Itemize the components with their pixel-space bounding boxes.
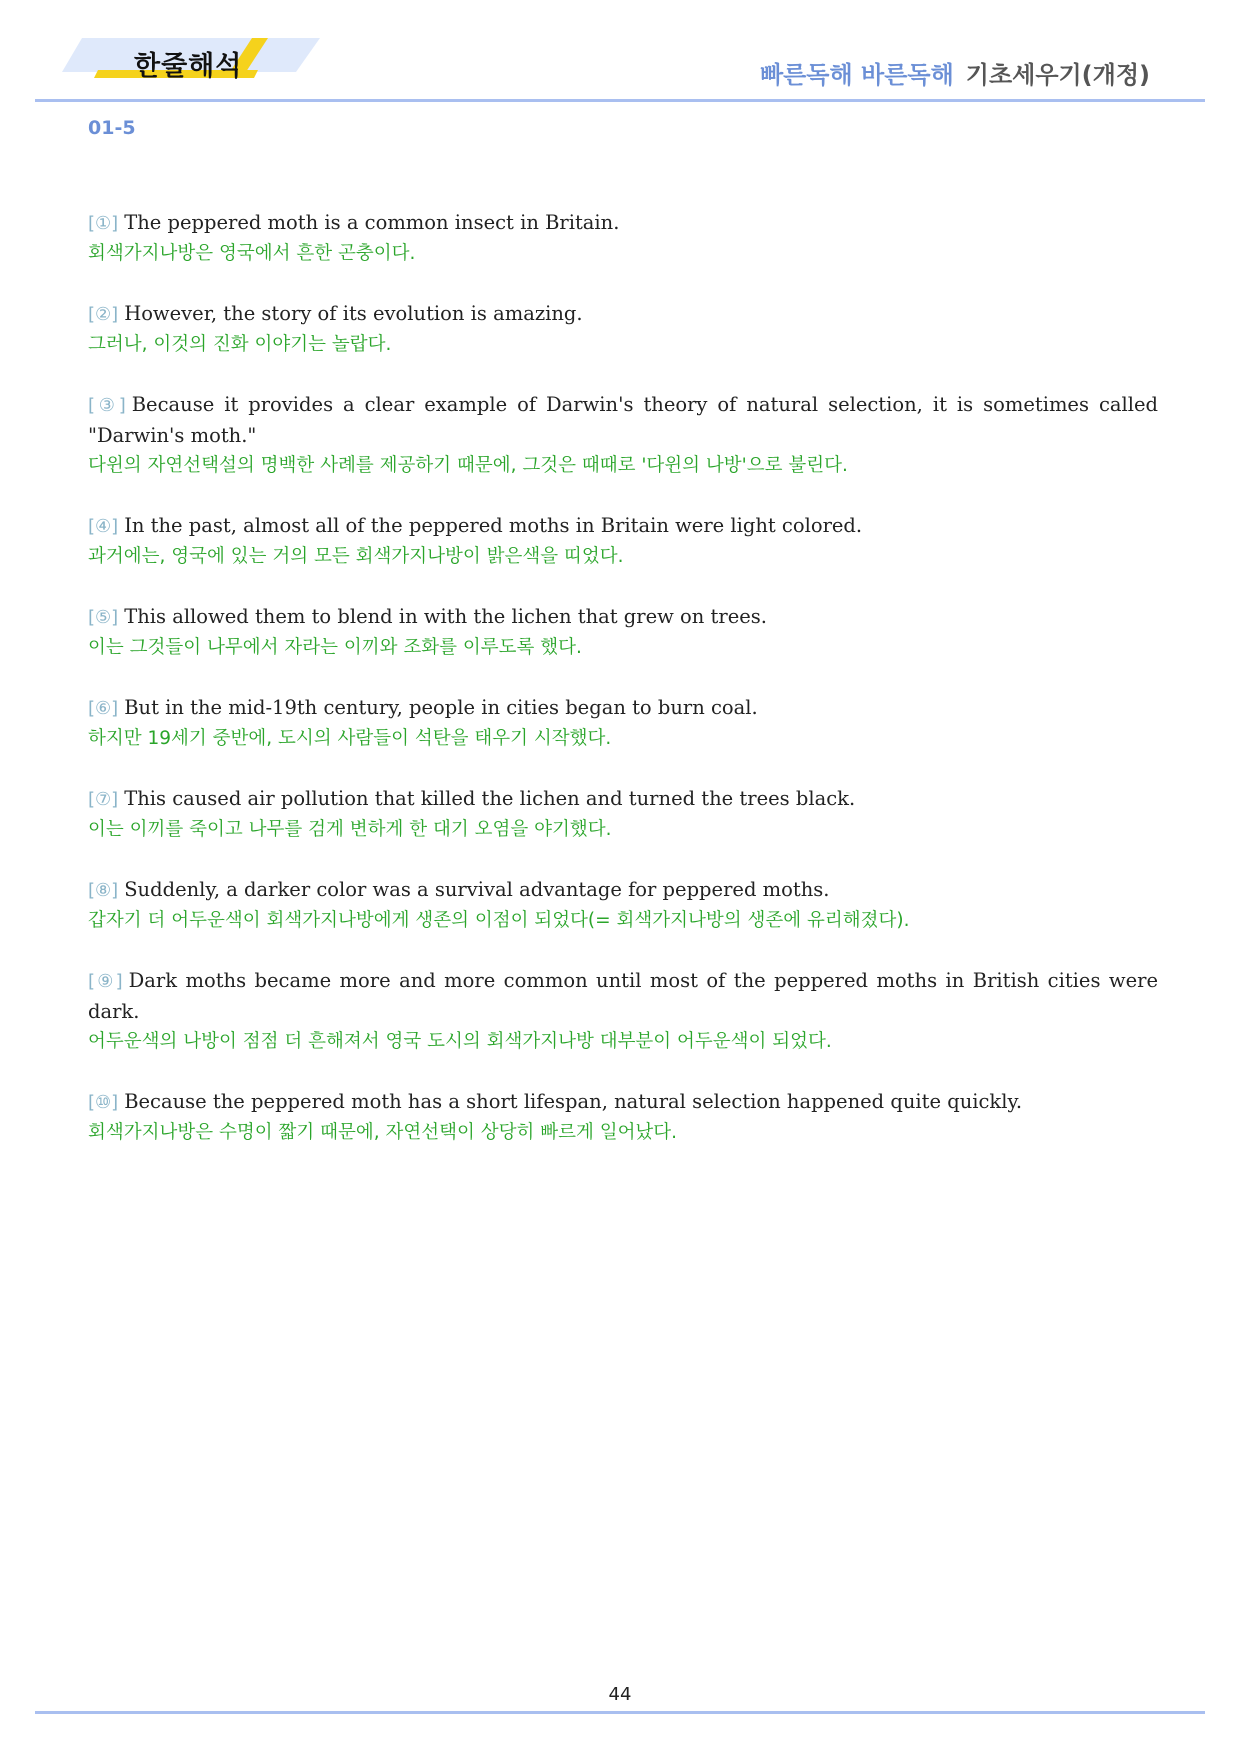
book-title-sub: 기초세우기(개정) xyxy=(965,61,1150,89)
sentence-number: [⑦] xyxy=(88,789,119,810)
english-text: Dark moths became more and more common until most of the peppered moths in British cities were dark. xyxy=(88,969,1158,1023)
korean-translation: 다윈의 자연선택설의 명백한 사례를 제공하기 때문에, 그것은 때때로 '다윈의 나방'으로 불린다. xyxy=(88,455,848,476)
sentence-pair xyxy=(88,602,1158,663)
english-sentence xyxy=(88,390,1158,451)
sentence-number: [⑩] xyxy=(88,1092,119,1113)
english-sentence xyxy=(88,693,1158,724)
korean-translation: 하지만 19세기 중반에, 도시의 사람들이 석탄을 태우기 시작했다. xyxy=(88,728,612,749)
korean-translation: 회색가지나방은 영국에서 흔한 곤충이다. xyxy=(88,243,416,264)
sentence-number: [②] xyxy=(88,304,119,325)
english-text: The peppered moth is a common insect in Britain. xyxy=(124,211,620,234)
sentence-pair xyxy=(88,966,1158,1057)
english-text: Because it provides a clear example of Darwin's theory of natural selection, it is sometimes called "Darwin's moth." xyxy=(88,393,1158,447)
sentence-number: [⑨] xyxy=(88,971,123,992)
book-title-main: 빠른독해 바른독해 xyxy=(759,61,954,89)
english-sentence xyxy=(88,299,1158,330)
sentence-pair xyxy=(88,390,1158,481)
english-sentence xyxy=(88,208,1158,239)
korean-translation: 갑자기 더 어두운색이 회색가지나방에게 생존의 이점이 되었다(= 회색가지나방의 생존에 유리해졌다). xyxy=(88,910,910,931)
english-text: This allowed them to blend in with the lichen that grew on trees. xyxy=(124,605,767,628)
sentence-pair xyxy=(88,693,1158,754)
english-text: However, the story of its evolution is amazing. xyxy=(124,302,583,325)
english-sentence xyxy=(88,602,1158,633)
sentence-pair xyxy=(88,299,1158,360)
sentence-number: [⑧] xyxy=(88,880,119,901)
english-sentence xyxy=(88,511,1158,542)
sentence-pair xyxy=(88,208,1158,269)
sentence-pair xyxy=(88,784,1158,845)
sentence-number: [⑥] xyxy=(88,698,119,719)
sentence-number: [④] xyxy=(88,516,119,537)
page-number: 44 xyxy=(608,1684,632,1705)
korean-translation: 이는 이끼를 죽이고 나무를 검게 변하게 한 대기 오염을 야기했다. xyxy=(88,819,612,840)
sentence-pair xyxy=(88,511,1158,572)
sentence-number: [⑤] xyxy=(88,607,119,628)
korean-translation: 과거에는, 영국에 있는 거의 모든 회색가지나방이 밝은색을 띠었다. xyxy=(88,546,624,567)
header-divider xyxy=(35,99,1205,102)
section-id: 01-5 xyxy=(88,117,136,139)
english-text: Because the peppered moth has a short lifespan, natural selection happened quite quickly. xyxy=(124,1090,1023,1113)
sentence-pair xyxy=(88,875,1158,936)
badge-label: 한줄해석 xyxy=(134,51,243,82)
english-text: In the past, almost all of the peppered moths in Britain were light colored. xyxy=(124,514,863,537)
sentence-list xyxy=(88,208,1158,1178)
sentence-pair xyxy=(88,1087,1158,1148)
english-text: Suddenly, a darker color was a survival advantage for peppered moths. xyxy=(124,878,830,901)
english-sentence xyxy=(88,966,1158,1027)
sentence-number: [①] xyxy=(88,213,119,234)
korean-translation: 어두운색의 나방이 점점 더 흔해져서 영국 도시의 회색가지나방 대부분이 어두운색이 되었다. xyxy=(88,1031,832,1052)
sentence-number: [③] xyxy=(88,395,126,416)
english-text: This caused air pollution that killed the lichen and turned the trees black. xyxy=(124,787,856,810)
english-text: But in the mid-19th century, people in cities began to burn coal. xyxy=(124,696,758,719)
book-title xyxy=(760,55,1150,90)
korean-translation: 그러나, 이것의 진화 이야기는 놀랍다. xyxy=(88,334,392,355)
english-sentence xyxy=(88,875,1158,906)
korean-translation: 회색가지나방은 수명이 짧기 때문에, 자연선택이 상당히 빠르게 일어났다. xyxy=(88,1122,678,1143)
korean-translation: 이는 그것들이 나무에서 자라는 이끼와 조화를 이루도록 했다. xyxy=(88,637,582,658)
english-sentence xyxy=(88,1087,1158,1118)
footer-divider xyxy=(35,1711,1205,1714)
english-sentence xyxy=(88,784,1158,815)
header-badge xyxy=(62,36,362,88)
